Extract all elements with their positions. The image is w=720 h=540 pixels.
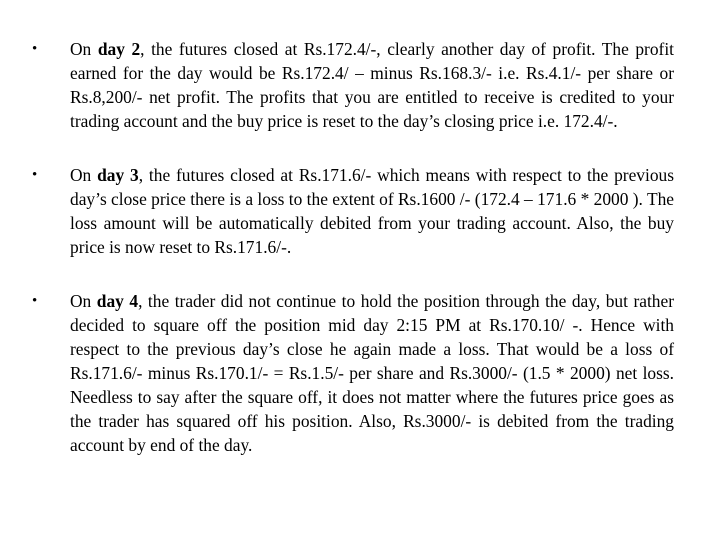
item-prefix: On: [70, 291, 97, 311]
item-day-label: day 3: [97, 165, 139, 185]
item-prefix: On: [70, 165, 98, 185]
item-day-label: day 4: [96, 291, 139, 311]
item-text: , the futures closed at Rs.171.6/- which means with respect to the previous day’s close price there is a loss to the extent of Rs.1600 /- (172.4 – 171.6 * 2000 ). The loss amount will be automatically debited from your trading account. Also, the buy price is now reset to Rs.171.6/-.: [70, 165, 674, 257]
bullet-icon: •: [32, 167, 38, 183]
list-item-day-3: [32, 163, 674, 259]
bullet-list: [32, 37, 674, 457]
item-text: , the trader did not continue to hold the position through the day, but rather decided to square off the position mid day 2:15 PM at Rs.170.10/ -. Hence with respect to the previous day’s close he again made a loss. That would be a loss of Rs.171.6/- minus Rs.170.1/- = Rs.1.5/- per share and Rs.3000/- (1.5 * 2000) net loss. Needless to say after the square off, it does not matter where the futures price goes as the trader has squared off his position. Also, Rs.3000/- is debited from the trading account by end of the day.: [70, 291, 674, 455]
bullet-icon: •: [32, 293, 38, 309]
item-prefix: On: [70, 39, 98, 59]
item-day-label: day 2: [97, 39, 141, 59]
item-text: , the futures closed at Rs.172.4/-, clearly another day of profit. The profit earned for the day would be Rs.172.4/ – minus Rs.168.3/- i.e. Rs.4.1/- per share or Rs.8,200/- net profit. The profits that you are entitled to receive is credited to your trading account and the buy price is reset to the day’s closing price i.e. 172.4/-.: [70, 39, 674, 131]
bullet-icon: •: [32, 41, 38, 57]
list-item-day-2: [32, 37, 674, 133]
list-item-day-4: [32, 289, 674, 457]
